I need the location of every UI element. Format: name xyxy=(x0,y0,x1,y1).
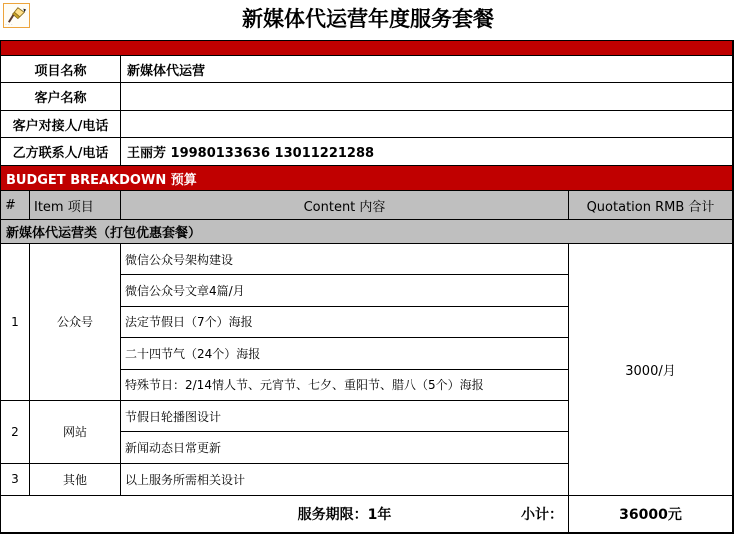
service-period: 服务期限：1年 xyxy=(297,507,392,523)
content-row: 节假日轮播图设计 xyxy=(121,401,569,432)
section-title-row: 新媒体代运营类（打包优惠套餐） xyxy=(1,220,732,244)
info-row-project xyxy=(1,56,732,83)
red-top-banner xyxy=(1,40,732,56)
content-row: 新闻动态日常更新 xyxy=(121,432,569,463)
content-row: 以上服务所需相关设计 xyxy=(121,464,569,495)
client-contact-value[interactable] xyxy=(121,111,732,137)
item-qita: 其他 xyxy=(30,464,121,495)
content-row: 法定节假日（7个）海报 xyxy=(121,307,569,338)
project-name-label: 项目名称 xyxy=(1,56,121,82)
client-contact-label: 客户对接人/电话 xyxy=(1,111,121,137)
client-name-value[interactable] xyxy=(121,83,732,110)
quotation-merged-cell: 3000/月 xyxy=(625,364,676,379)
quotation-table xyxy=(0,40,734,534)
table-body xyxy=(1,244,732,495)
header-num: # xyxy=(1,191,30,219)
row-num-3: 3 xyxy=(1,464,30,495)
info-row-client xyxy=(1,83,732,111)
item-gongzhonghao: 公众号 xyxy=(30,244,121,401)
header-content: Content 内容 xyxy=(121,191,569,219)
subtotal-value: 36000元 xyxy=(619,507,682,523)
table-footer-row xyxy=(1,495,732,532)
drag-dots: ... xyxy=(5,20,14,27)
header-quotation: Quotation RMB 合计 xyxy=(586,199,715,215)
subtotal-label: 小计： xyxy=(521,507,563,523)
content-row: 特殊节日：2/14情人节、元宵节、七夕、重阳节、腊八（5个）海报 xyxy=(121,370,569,401)
row-num-2: 2 xyxy=(1,401,30,464)
content-row: 二十四节气（24个）海报 xyxy=(121,338,569,369)
row-num-1: 1 xyxy=(1,244,30,401)
client-name-label: 客户名称 xyxy=(1,83,121,110)
vendor-contact-label: 乙方联系人/电话 xyxy=(1,138,121,165)
vendor-contact-value: 王丽芳 19980133636 13011221288 xyxy=(127,146,375,161)
budget-breakdown-banner: BUDGET BREAKDOWN 预算 xyxy=(1,166,732,191)
info-row-client-contact xyxy=(1,111,732,138)
item-wangzhan: 网站 xyxy=(30,401,121,464)
info-row-vendor-contact xyxy=(1,138,732,166)
page-title: 新媒体代运营年度服务套餐 xyxy=(242,7,494,31)
header-item: Item 项目 xyxy=(30,191,121,219)
content-row: 微信公众号架构建设 xyxy=(121,244,569,275)
footer-left-cell xyxy=(1,496,569,532)
table-header-row xyxy=(1,191,732,220)
content-row: 微信公众号文章4篇/月 xyxy=(121,275,569,306)
project-name-value: 新媒体代运营 xyxy=(127,63,206,79)
